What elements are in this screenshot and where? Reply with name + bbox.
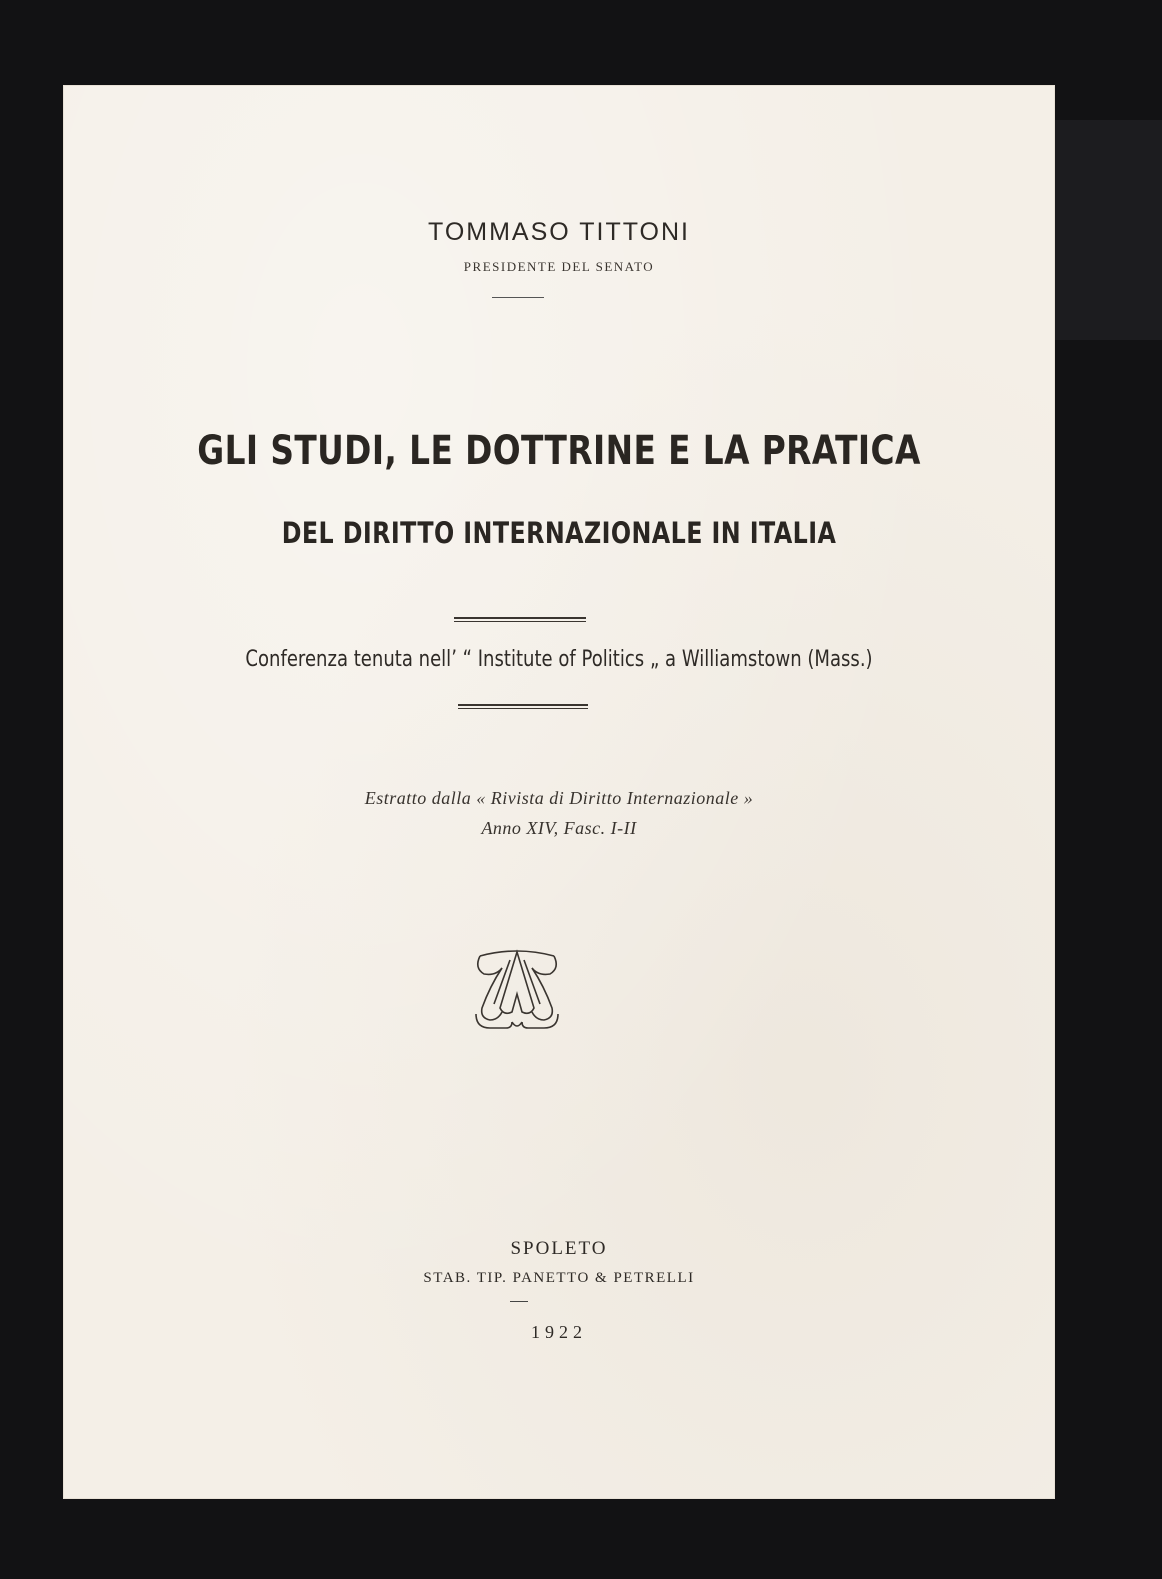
divider-double-top <box>454 617 586 622</box>
publication-city: SPOLETO <box>510 1238 608 1259</box>
divider-short <box>492 297 544 298</box>
background-shadow-band <box>1050 120 1162 340</box>
publication-year: 1922 <box>531 1322 587 1342</box>
title-line-2: DEL DIRITTO INTERNAZIONALE IN ITALIA <box>281 516 837 550</box>
extract-issue-line: Anno XIV, Fasc. I-II <box>481 818 637 838</box>
title-line-1: GLI STUDI, LE DOTTRINE E LA PRATICA <box>197 428 921 474</box>
divider-tiny <box>510 1301 528 1302</box>
extract-source-line: Estratto dalla « Rivista di Diritto Internazionale » <box>364 788 754 808</box>
author-role: PRESIDENTE DEL SENATO <box>463 259 655 274</box>
divider-double-bottom <box>458 704 588 709</box>
printer-name: STAB. TIP. PANETTO & PETRELLI <box>423 1270 695 1286</box>
author-name: TOMMASO TITTONI <box>428 218 690 246</box>
ornament-icon <box>472 946 562 1032</box>
conference-subtitle: Conferenza tenuta nell’ “ Institute of Politics „ a Williamstown (Mass.) <box>245 647 873 672</box>
document-page <box>64 86 1054 1498</box>
